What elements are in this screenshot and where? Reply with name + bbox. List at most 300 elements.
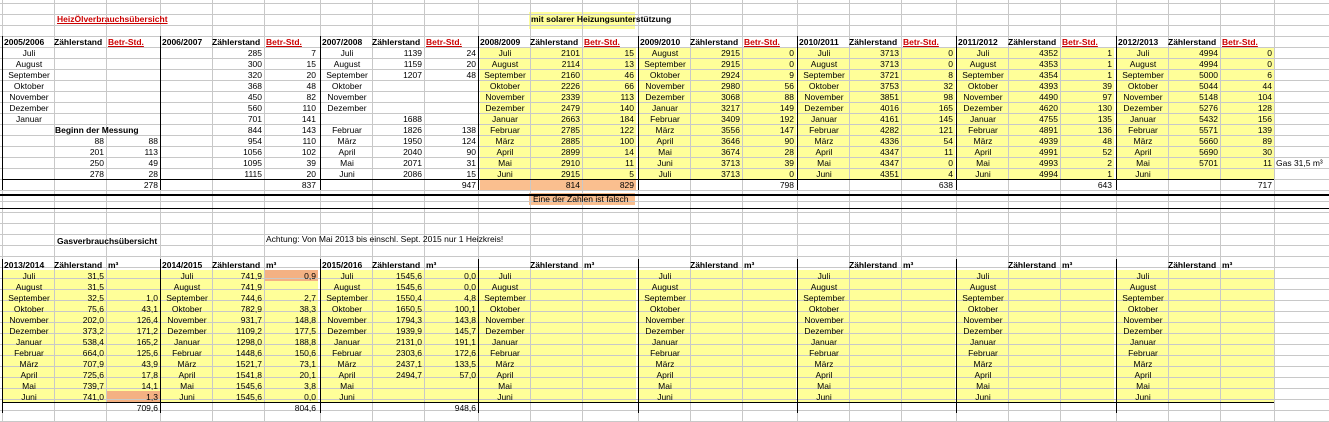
block-border [638,259,639,413]
unit-header: m³ [1222,260,1233,270]
month-cell: Oktober [808,304,840,314]
hours-cell: 11 [1263,158,1272,168]
hours-cell: 4 [948,169,953,179]
unit-header: m³ [584,260,595,270]
counter-cell: 1298,0 [236,337,262,347]
month-cell: März [495,136,515,146]
month-cell: August [810,282,838,292]
total-cell: 798 [779,180,794,190]
month-cell: Juli [22,271,36,281]
month-cell: Januar [1130,114,1156,124]
m3-cell: 3,8 [304,381,316,391]
m3-cell: 0,0 [304,392,316,402]
counter-header: Zählerstand [530,37,579,47]
hours-header: Betr-Std. [108,37,144,47]
counter-cell: 1448,6 [236,348,262,358]
month-cell: Dezember [485,326,525,336]
block-border [160,36,161,190]
month-cell: August [333,59,361,69]
month-cell: Oktober [13,81,45,91]
hours-header: Betr-Std. [266,37,302,47]
month-cell: August [491,282,519,292]
m3-cell: 1,3 [146,392,158,402]
year-header: 2013/2014 [4,260,45,270]
counter-header: Zählerstand [1008,37,1057,47]
month-cell: Mai [817,381,831,391]
month-cell: April [656,136,674,146]
grid-row-line [0,201,1329,202]
hours-cell: 0 [948,48,953,58]
hours-cell: 44 [1262,81,1272,91]
counter-cell: 4353 [1039,59,1058,69]
counter-cell: 373,2 [82,326,104,336]
year-header: 2007/2008 [322,37,363,47]
m3-cell: 17,8 [141,370,158,380]
hours-cell: 24 [466,48,476,58]
m3-cell: 4,8 [464,293,476,303]
month-cell: Juni [1135,169,1151,179]
month-cell: Dezember [1123,326,1163,336]
month-cell: Oktober [649,304,681,314]
counter-cell: 1115 [244,169,262,179]
month-cell: November [327,92,367,102]
hours-cell: 121 [938,125,953,135]
counter-cell: 2494,7 [396,370,422,380]
hours-cell: 184 [619,114,634,124]
counter-cell: 1541,8 [236,370,262,380]
m3-cell: 133,5 [454,359,476,369]
month-cell: Februar [14,348,44,358]
block-border [797,36,798,190]
month-cell: Januar [811,337,837,347]
counter-cell: 300 [247,59,262,69]
month-cell: Juli [340,271,354,281]
counter-cell: 3068 [721,92,740,102]
year-header: 2006/2007 [162,37,203,47]
block-border [638,36,639,190]
month-cell: März [1133,136,1153,146]
counter-cell: 2479 [561,103,580,113]
hours-cell: 0 [1267,48,1272,58]
month-cell: April [178,370,196,380]
hours-cell: 46 [624,70,634,80]
month-cell: September [8,70,50,80]
counter-cell: 664,0 [82,348,104,358]
counter-cell: 3753 [880,81,899,91]
month-cell: Mai [1136,158,1150,168]
counter-cell: 744,6 [240,293,262,303]
hours-cell: 6 [1267,70,1272,80]
year-header: 2015/2016 [322,260,363,270]
counter-header: Zählerstand [690,260,739,270]
month-cell: Dezember [645,92,685,102]
month-cell: Januar [811,114,837,124]
month-cell: März [337,136,357,146]
month-cell: September [326,293,368,303]
block-border [2,259,3,413]
grid-row-line [0,3,1329,4]
counter-cell: 5571 [1199,125,1218,135]
hours-header: Betr-Std. [584,37,620,47]
counter-cell: 3713 [880,48,899,58]
m3-cell: 150,6 [294,348,316,358]
counter-cell: 3713 [721,169,740,179]
month-cell: Januar [492,114,518,124]
counter-cell: 278 [89,169,104,179]
counter-cell: 2924 [721,70,740,80]
counter-cell: 4347 [880,158,899,168]
hours-cell: 2 [1107,158,1112,168]
month-cell: Juli [498,48,512,58]
counter-cell: 4994 [1199,59,1218,69]
counter-cell: 741,9 [240,282,262,292]
month-cell: Juni [657,158,673,168]
month-cell: Dezember [327,103,367,113]
hours-cell: 136 [1097,125,1112,135]
month-cell: April [815,147,833,157]
counter-cell: 5690 [1199,147,1218,157]
month-cell: September [644,293,686,303]
hours-cell: 20 [306,169,316,179]
month-cell: Dezember [9,326,49,336]
block-border [956,259,957,413]
counter-cell: 741,0 [82,392,104,402]
counter-cell: 4282 [880,125,899,135]
counter-cell: 3721 [880,70,899,80]
counter-cell: 2980 [721,81,740,91]
counter-cell: 4994 [1039,169,1058,179]
month-cell: Oktober [489,81,521,91]
month-cell: Juni [21,392,37,402]
begin-label: Beginn der Messung [55,125,139,135]
counter-cell: 2785 [561,125,580,135]
month-cell: April [1134,147,1152,157]
month-cell: März [19,359,39,369]
m3-cell: 43,9 [141,359,158,369]
month-cell: Februar [809,348,839,358]
counter-header: Zählerstand [372,260,421,270]
counter-cell: 201 [89,147,104,157]
total-cell: 638 [938,180,953,190]
counter-cell: 2339 [561,92,580,102]
counter-cell: 1139 [403,48,422,58]
counter-cell: 707,9 [82,359,104,369]
counter-cell: 5000 [1199,70,1218,80]
hours-cell: 192 [779,114,794,124]
counter-header: Zählerstand [849,260,898,270]
month-cell: Juni [179,392,195,402]
counter-cell: 2915 [721,48,740,58]
counter-cell: 2131,0 [396,337,422,347]
month-cell: November [9,315,49,325]
month-cell: November [804,92,844,102]
hours-cell: 165 [938,103,953,113]
hours-cell: 102 [301,147,316,157]
counter-cell: 2915 [561,169,580,179]
counter-cell: 1056 [243,147,262,157]
month-cell: September [1122,293,1164,303]
hours-cell: 138 [461,125,476,135]
counter-cell: 4352 [1039,48,1058,58]
oil-title: HeizÖlverbrauchsübersicht [57,14,168,24]
hours-cell: 156 [1257,114,1272,124]
counter-header: Zählerstand [849,37,898,47]
hours-cell: 1 [1107,70,1112,80]
counter-cell: 1939,9 [396,326,422,336]
month-cell: Juni [657,392,673,402]
counter-cell: 4939 [1039,136,1058,146]
month-cell: Juni [816,392,832,402]
counter-cell: 5701 [1199,158,1218,168]
month-cell: Oktober [967,304,999,314]
month-cell: Juli [22,48,36,58]
month-cell: August [15,282,43,292]
month-cell: Februar [490,125,520,135]
hours-cell: 140 [619,103,634,113]
hours-cell: 113 [144,147,158,157]
counter-cell: 1159 [403,59,422,69]
counter-cell: 739,7 [82,381,104,391]
year-header: 2009/2010 [640,37,681,47]
m3-cell: 20,1 [299,370,316,380]
counter-cell: 1826 [403,125,422,135]
gas-warning: Achtung: Von Mai 2013 bis einschl. Sept. 2015 nur 1 Heizkreis! [266,234,504,244]
month-cell: September [644,59,686,69]
year-header: 2011/2012 [958,37,998,47]
hours-cell: 90 [466,147,476,157]
counter-cell: 5660 [1199,136,1218,146]
month-cell: März [337,359,357,369]
block-border [956,36,957,190]
grid-row-line [0,256,1329,257]
counter-cell: 368 [247,81,262,91]
month-cell: Mai [180,381,194,391]
counter-header: Zählerstand [54,260,103,270]
hours-cell: 20 [466,59,476,69]
counter-cell: 1950 [403,136,422,146]
counter-cell: 1550,4 [396,293,422,303]
hours-cell: 32 [943,81,953,91]
hours-cell: 98 [943,92,953,102]
month-cell: September [803,70,845,80]
month-cell: Juni [816,169,832,179]
month-cell: Oktober [808,81,840,91]
counter-cell: 2663 [561,114,580,124]
counter-cell: 3409 [721,114,740,124]
month-cell: Oktober [171,304,203,314]
hours-cell: 89 [1262,136,1272,146]
month-cell: November [963,92,1003,102]
month-cell: Februar [968,348,998,358]
month-cell: Oktober [1127,304,1159,314]
counter-cell: 560 [247,103,262,113]
block-border [320,259,321,413]
hours-cell: 139 [1257,125,1272,135]
counter-cell: 3217 [721,103,740,113]
wrong-note: Eine der Zahlen ist falsch [533,194,629,204]
gas-note: Gas 31,5 m³ [1276,158,1323,168]
grid-row-line [0,234,1329,235]
month-cell: Juli [817,271,831,281]
month-cell: November [645,315,685,325]
month-cell: Januar [174,337,200,347]
year-header: 2008/2009 [480,37,521,47]
year-header: 2005/2006 [4,37,45,47]
hours-cell: 20 [306,70,316,80]
hours-cell: 8 [948,70,953,80]
counter-cell: 3713 [880,59,899,69]
hours-cell: 130 [1097,103,1112,113]
month-cell: Dezember [804,103,844,113]
month-cell: Januar [492,337,518,347]
hours-cell: 100 [619,136,634,146]
total-cell: 278 [143,180,158,190]
month-cell: Mai [658,147,672,157]
counter-header: Zählerstand [690,37,739,47]
m3-cell: 2,7 [304,293,316,303]
month-cell: September [166,293,208,303]
month-cell: Januar [970,337,996,347]
month-cell: Mai [340,158,354,168]
grid-row-line [0,410,1329,411]
year-header: 2014/2015 [162,260,203,270]
month-cell: Januar [970,114,996,124]
m3-cell: 57,0 [459,370,476,380]
total-cell: 837 [301,180,316,190]
hours-cell: 28 [148,169,158,179]
counter-cell: 1095 [243,158,262,168]
month-cell: Juli [658,271,672,281]
month-cell: April [1134,370,1152,380]
m3-cell: 73,1 [299,359,316,369]
total-cell: 717 [1257,180,1272,190]
counter-cell: 2101 [561,48,580,58]
hours-cell: 1 [1107,48,1112,58]
hours-cell: 5 [629,169,634,179]
hours-cell: 141 [301,114,316,124]
counter-cell: 285 [247,48,262,58]
block-border [478,259,479,413]
counter-cell: 931,7 [240,315,262,325]
solar-label: mit solarer Heizungsunterstützung [531,14,672,24]
hours-cell: 124 [461,136,476,146]
counter-cell: 1545,6 [236,381,262,391]
month-cell: Januar [16,114,42,124]
unit-header: m³ [1062,260,1073,270]
month-cell: März [814,136,834,146]
counter-header: Zählerstand [1008,260,1057,270]
hours-cell: 56 [784,81,794,91]
hours-cell: 0 [789,169,794,179]
month-cell: Mai [340,381,354,391]
m3-cell: 172,6 [454,348,476,358]
hours-cell: 0 [789,59,794,69]
counter-cell: 2910 [561,158,580,168]
total-cell: 804,6 [294,403,316,413]
m3-cell: 188,8 [294,337,316,347]
month-cell: Dezember [1123,103,1163,113]
hours-cell: 0 [948,158,953,168]
month-cell: Februar [332,348,362,358]
month-cell: Mai [817,158,831,168]
month-cell: Dezember [327,326,367,336]
month-cell: Oktober [489,304,521,314]
section-divider [0,208,1329,209]
hours-cell: 88 [148,136,158,146]
block-border [1116,36,1117,190]
m3-cell: 148,8 [294,315,316,325]
block-border [320,36,321,190]
counter-cell: 2071 [403,158,422,168]
m3-cell: 1,0 [146,293,158,303]
counter-header: Zählerstand [212,37,261,47]
month-cell: Juli [180,271,194,281]
hours-cell: 135 [1097,114,1112,124]
month-cell: Juni [497,169,513,179]
block-border [2,36,3,190]
total-cell: 947 [461,180,476,190]
month-cell: Februar [490,348,520,358]
hours-cell: 52 [1102,147,1112,157]
month-cell: November [963,315,1003,325]
month-cell: November [485,315,525,325]
counter-cell: 725,6 [82,370,104,380]
counter-cell: 4490 [1039,92,1058,102]
counter-cell: 1545,6 [396,271,422,281]
counter-cell: 1794,3 [396,315,422,325]
month-cell: Februar [650,348,680,358]
counter-cell: 5044 [1199,81,1218,91]
hours-cell: 145 [938,114,953,124]
counter-cell: 2303,6 [396,348,422,358]
hours-cell: 48 [466,70,476,80]
month-cell: April [338,147,356,157]
hours-cell: 48 [1102,136,1112,146]
hours-cell: 122 [619,125,634,135]
month-cell: Juni [339,392,355,402]
month-cell: August [1129,59,1157,69]
month-cell: Februar [809,125,839,135]
month-cell: März [1133,359,1153,369]
counter-cell: 5148 [1199,92,1218,102]
month-cell: Dezember [9,103,49,113]
counter-cell: 1207 [403,70,422,80]
month-cell: März [973,136,993,146]
month-cell: Juli [817,48,831,58]
block-border [797,259,798,413]
m3-cell: 145,7 [454,326,476,336]
counter-cell: 2114 [561,59,580,69]
counter-cell: 4755 [1039,114,1058,124]
counter-cell: 4351 [880,169,899,179]
counter-header: Zählerstand [212,260,261,270]
month-cell: Oktober [331,81,363,91]
counter-cell: 202,0 [82,315,104,325]
month-cell: August [810,59,838,69]
month-cell: August [491,59,519,69]
month-cell: April [974,370,992,380]
hours-cell: 14 [624,147,634,157]
hours-cell: 149 [779,103,794,113]
block-border [1116,259,1117,413]
month-cell: Juni [1135,392,1151,402]
counter-cell: 2915 [721,59,740,69]
month-cell: September [962,70,1004,80]
hours-cell: 110 [302,103,316,113]
hours-cell: 15 [306,59,316,69]
counter-cell: 1650,5 [396,304,422,314]
month-cell: April [496,370,514,380]
